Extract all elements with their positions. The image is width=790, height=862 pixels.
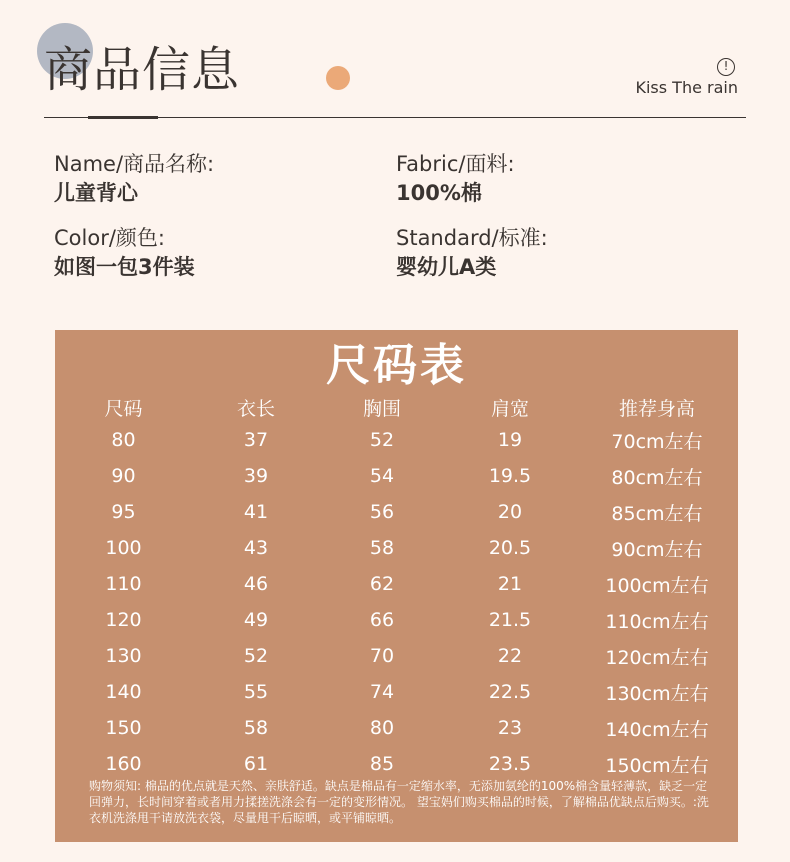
table-cell: 90	[111, 465, 136, 487]
column-header: 肩宽	[490, 397, 529, 420]
table-cell: 61	[243, 753, 269, 775]
table-row	[55, 746, 738, 782]
field-color-label: Color/颜色:	[54, 226, 165, 250]
field-fabric	[396, 150, 515, 208]
table-cell: 100cm左右	[605, 574, 709, 597]
table-cell: 130	[105, 645, 142, 667]
table-cell: 55	[243, 681, 269, 703]
table-row	[55, 602, 738, 638]
field-color-value: 如图一包3件装	[54, 255, 195, 279]
table-cell: 62	[369, 573, 395, 595]
field-standard-value: 婴幼儿A类	[396, 255, 497, 279]
table-cell: 80	[369, 717, 395, 739]
table-cell: 150	[105, 717, 142, 739]
table-cell: 80	[111, 429, 136, 451]
field-color	[54, 224, 195, 282]
table-cell: 52	[369, 429, 395, 451]
table-cell: 150cm左右	[605, 754, 709, 777]
table-row	[55, 422, 738, 458]
table-cell: 56	[369, 501, 395, 523]
table-cell: 85	[369, 753, 395, 775]
field-fabric-label: Fabric/面料:	[396, 152, 515, 176]
table-cell: 21	[497, 573, 523, 595]
column-header: 衣长	[236, 397, 275, 420]
table-cell: 58	[369, 537, 395, 559]
table-cell: 23.5	[488, 753, 532, 775]
shopping-notice: 购物须知: 棉品的优点就是天然、亲肤舒适。缺点是棉品有一定缩水率，无添加氨纶的100%棉含量轻薄款，缺乏一定回弹力，长时间穿着或者用力揉搓洗涤会有一定的变形情况。 望宝妈们购买棉品的时候，了解棉品优缺点后购买。:洗衣机洗涤甩干请放洗衣袋，尽量甩干后晾晒，或平铺晾晒。	[89, 779, 709, 825]
table-cell: 46	[243, 573, 269, 595]
table-cell: 19.5	[488, 465, 532, 487]
decorative-orange-dot	[326, 66, 350, 90]
table-cell: 140	[105, 681, 142, 703]
table-cell: 120cm左右	[605, 646, 709, 669]
field-standard	[396, 224, 548, 282]
table-cell: 70cm左右	[611, 430, 703, 453]
field-standard-label: Standard/标准:	[396, 226, 548, 250]
field-fabric-value: 100%棉	[396, 181, 482, 205]
table-cell: 130cm左右	[605, 682, 709, 705]
column-header: 胸围	[362, 397, 401, 420]
table-cell: 43	[243, 537, 269, 559]
table-cell: 41	[243, 501, 269, 523]
header-divider-accent	[88, 116, 158, 119]
table-cell: 160	[105, 753, 142, 775]
field-name-label: Name/商品名称:	[54, 152, 215, 176]
table-cell: 66	[369, 609, 395, 631]
column-header: 尺码	[104, 397, 143, 420]
size-table-body	[55, 422, 738, 782]
table-cell: 49	[243, 609, 269, 631]
table-cell: 52	[243, 645, 269, 667]
table-cell: 90cm左右	[611, 538, 703, 561]
table-cell: 39	[243, 465, 269, 487]
table-cell: 37	[243, 429, 269, 451]
brand-name: Kiss The rain	[635, 78, 738, 97]
table-cell: 21.5	[488, 609, 532, 631]
table-cell: 20.5	[488, 537, 532, 559]
column-header: 推荐身高	[618, 397, 695, 420]
table-cell: 70	[369, 645, 395, 667]
table-row	[55, 458, 738, 494]
table-cell: 74	[369, 681, 395, 703]
size-chart-panel	[55, 330, 738, 842]
table-cell: 110	[105, 573, 142, 595]
table-cell: 22	[497, 645, 523, 667]
table-cell: 100	[105, 537, 142, 559]
field-name	[54, 150, 214, 208]
table-cell: 19	[497, 429, 523, 451]
size-table	[55, 392, 738, 782]
table-cell: 22.5	[488, 681, 532, 703]
table-row	[55, 494, 738, 530]
table-cell: 58	[243, 717, 269, 739]
size-table-header-row	[55, 392, 738, 422]
table-row	[55, 530, 738, 566]
table-row	[55, 638, 738, 674]
table-cell: 20	[497, 501, 523, 523]
size-chart-title: 尺码表	[326, 340, 467, 391]
table-cell: 80cm左右	[611, 466, 703, 489]
field-name-value: 儿童背心	[54, 181, 138, 205]
table-row	[55, 566, 738, 602]
table-cell: 120	[105, 609, 142, 631]
table-cell: 110cm左右	[605, 610, 709, 633]
table-cell: 140cm左右	[605, 718, 709, 741]
table-row	[55, 710, 738, 746]
table-cell: 23	[497, 717, 523, 739]
page-title: 商品信息	[44, 42, 241, 98]
table-row	[55, 674, 738, 710]
table-cell: 85cm左右	[611, 502, 703, 525]
table-cell: 54	[369, 465, 395, 487]
info-icon: !	[717, 58, 735, 76]
table-cell: 95	[111, 501, 136, 523]
